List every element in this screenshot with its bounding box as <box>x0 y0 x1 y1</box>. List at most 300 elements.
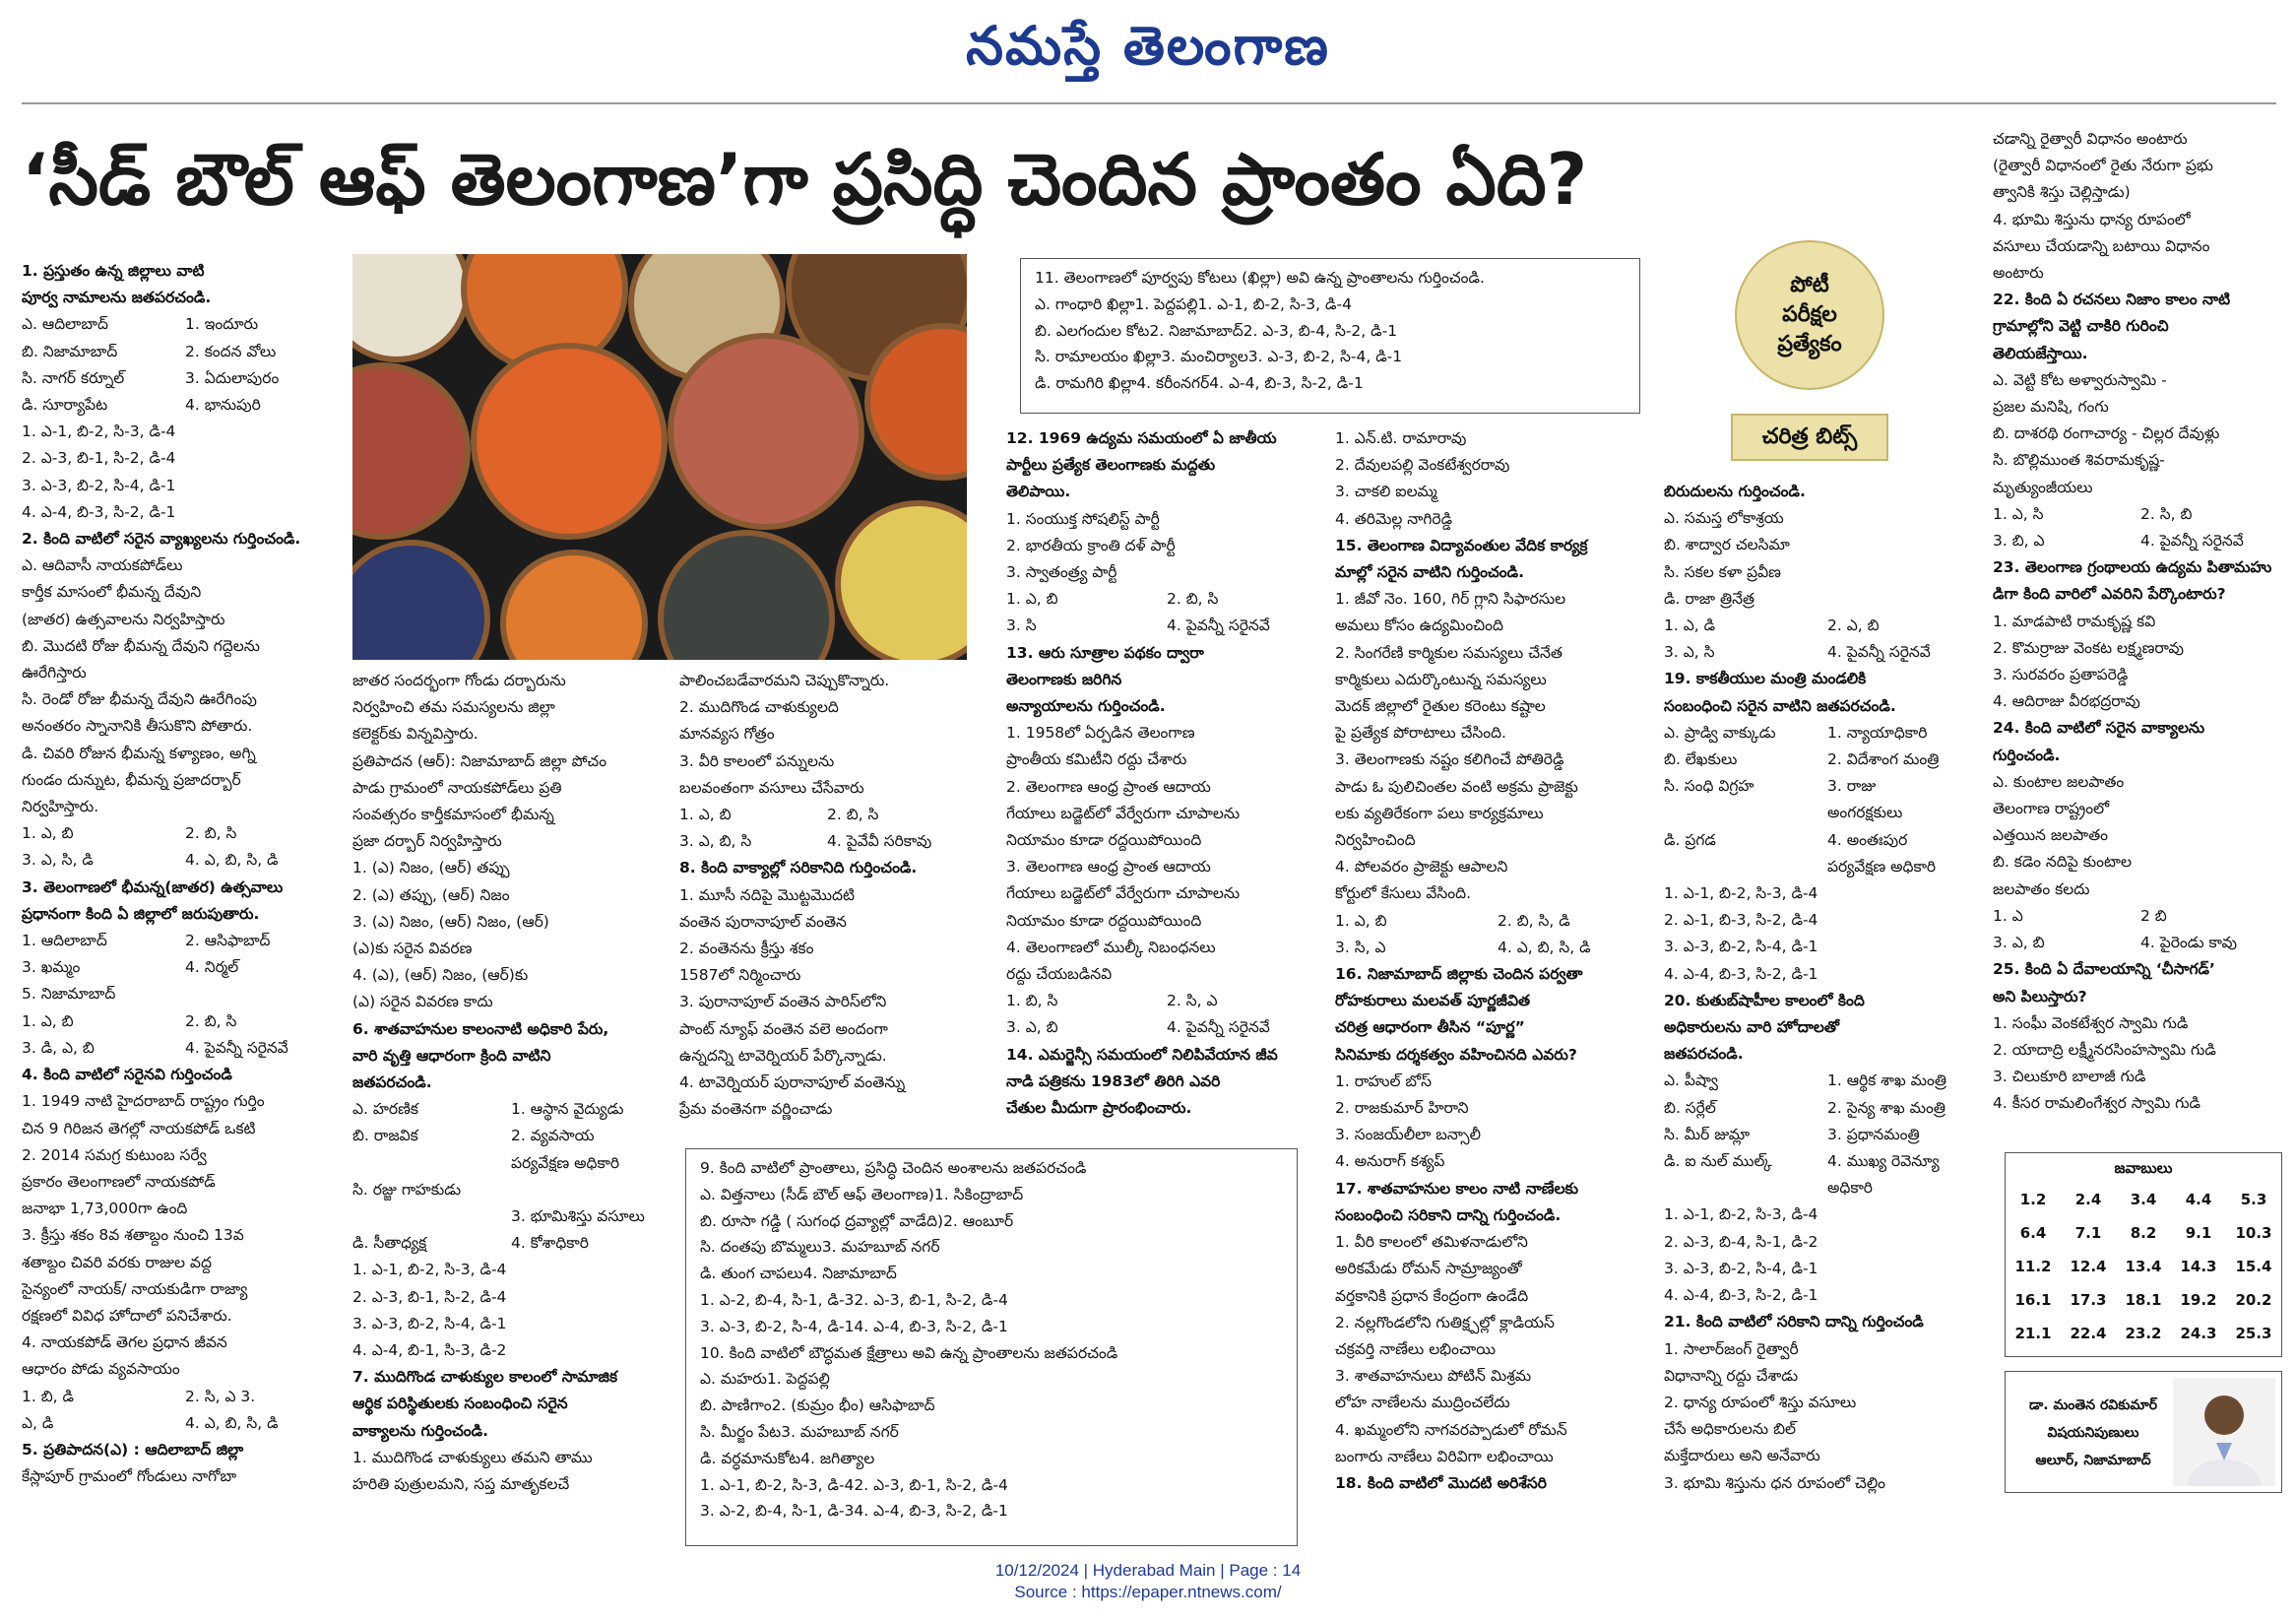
option-cell: 3. డి, ఎ, బి <box>22 1038 95 1057</box>
text-line: 3. ఎ-3, బి-2, సి-4, డి-1 <box>352 1314 507 1332</box>
answers-row <box>2006 1183 2281 1216</box>
question-line: జతపరచండి. <box>352 1073 432 1092</box>
option-cell: డి. రామగిరి ఖిల్లా <box>1035 374 1137 393</box>
author-info <box>2013 1392 2173 1474</box>
option-cell: బి. ఎలగందుల కోట <box>1035 321 1150 340</box>
option-cell: 4. పైవేవీ సరికావు <box>827 832 932 851</box>
question-line: 21. కింది వాటిలో సరికాని దాన్ని గుర్తించండి <box>1664 1313 1924 1331</box>
text-line: త్వానికి శిస్తు చెల్లిస్తాడు) <box>1993 183 2131 202</box>
option-cell: అధికారి <box>1827 1179 1873 1198</box>
text-line: అనంతరం స్నానానికి తీసుకొని పోతారు. <box>22 717 253 736</box>
questions-9-10-box <box>685 1148 1298 1546</box>
text-line: 3. భూమి శిస్తును ధన రూపంలో చెల్లిం <box>1664 1473 1885 1492</box>
option-row <box>22 820 349 847</box>
answer-cell: 6.4 <box>2019 1224 2047 1242</box>
option-row <box>1035 370 1629 397</box>
question-line: 25. కింది ఏ దేవాలయాన్ని ‘చీసాగడ్’ <box>1993 960 2215 979</box>
option-cell: బి. నిజామాబాద్ <box>22 342 118 360</box>
option-row <box>1006 1014 1327 1041</box>
text-line: మృత్యుంజీయలు <box>1993 478 2093 496</box>
text-line: 4. ఖమ్మంలోని నాగవరప్పాడులో రోమన్ <box>1335 1420 1567 1439</box>
text-line: బి. శాద్వార చలసిమా <box>1664 536 1790 554</box>
option-row <box>1035 318 1629 345</box>
text-line: డి. రాజా త్రినేత్ర <box>1664 589 1755 608</box>
option-row <box>1664 773 1991 800</box>
text-line: నిర్వహిస్తారు. <box>22 798 99 816</box>
option-cell: బి. రాజవిక <box>352 1127 418 1145</box>
question-line: 9. కింది వాటిలో ప్రాంతాలు, ప్రసిద్ధి చెందిన అంశాలను జతపరచండి <box>700 1159 1087 1177</box>
question-line: 24. కింది వాటిలో సరైన వాక్యాలను <box>1993 719 2205 738</box>
question-line: గుర్తించండి. <box>1993 746 2061 764</box>
option-cell: 2. విదేశాంగ మంత్రి <box>1827 750 1940 769</box>
option-cell <box>1664 854 1827 880</box>
answer-cell: 13.4 <box>2125 1258 2162 1275</box>
text-line: 3. సురవరం ప్రతాపరెడ్డి <box>1993 666 2129 684</box>
text-line: 1587లో నిర్మించారు <box>679 966 801 985</box>
text-line: వంతెన పురానాపూల్ వంతెన <box>679 912 847 931</box>
option-cell: 1. ఆర్థిక శాఖ మంత్రి <box>1827 1071 1946 1090</box>
option-cell: 4. ఎ-4, బి-3, సి-2, డి-1 <box>854 1317 1008 1335</box>
option-cell: 1. ఎ-1, బి-2, సి-3, డి-4 <box>700 1475 855 1494</box>
text-line: (జాతర) ఉత్సవాలను నిర్వహిస్తారు <box>22 610 225 628</box>
option-cell: 2. (కుమ్రం భీం) ఆసిఫాబాద్ <box>771 1396 935 1415</box>
option-cell: 3. ఎ, సి <box>1664 643 1715 662</box>
option-cell: 2. నిజామాబాద్ <box>1149 321 1244 340</box>
text-line: 1. ఎన్.టి. రామారావు <box>1335 429 1467 447</box>
option-cell: 4. ఎ-4, బి-3, సి-2, డి-1 <box>1209 374 1364 393</box>
text-line: 4. అనురాగ్ కశ్యప్ <box>1335 1152 1445 1171</box>
footer-source: Source : https://epaper.ntnews.com/ <box>1014 1583 1282 1601</box>
option-cell: బి. పాణిగాం <box>700 1396 772 1415</box>
answers-table <box>2006 1183 2281 1350</box>
option-cell: 3. మంచిర్యాల <box>1161 348 1248 366</box>
option-cell: 2. ఆసిఫాబాద్ <box>185 932 271 950</box>
top-divider <box>22 102 2276 104</box>
text-line: సి. రెండో రోజు భీమన్న దేవుని ఊరేగింపు <box>22 690 257 709</box>
text-line: నియామం కూడా రద్దయిపోయింది <box>1006 831 1202 850</box>
answer-cell: 1.2 <box>2019 1191 2047 1208</box>
text-line: అమలు కోసం ఉద్యమించింది <box>1335 616 1503 635</box>
option-row <box>1664 1068 1991 1094</box>
option-cell: 1. ఇందూరు <box>185 315 259 334</box>
text-line: 4. కీసర రామలింగేశ్వర స్వామి గుడి <box>1993 1094 2201 1113</box>
option-cell: పర్యవేక్షణ అధికారి <box>1827 857 1937 876</box>
question-line: ప్రధానంగా కింది ఏ జిల్లాలో జరుపుతారు. <box>22 904 260 923</box>
question-line: 18. కింది వాటిలో మొదటి అరిశేసరి <box>1335 1473 1547 1492</box>
text-line: జాతర సందర్భంగా గోండు దర్బారును <box>352 672 566 689</box>
option-cell: 2. ఎ-3, బి-1, సి-2, డి-4 <box>854 1475 1008 1494</box>
option-row <box>1664 639 1991 666</box>
text-line: 2. ముదిగొండ చాళుక్యులది <box>679 698 839 717</box>
answer-cell: 9.1 <box>2185 1224 2212 1242</box>
text-line: 2. రాజకుమార్ హిరాని <box>1335 1099 1469 1118</box>
option-cell: 2. ఆంబూర్ <box>943 1211 1014 1230</box>
option-cell: 1. ఎ-2, బి-4, సి-1, డి-3 <box>700 1290 855 1309</box>
text-line: 2. నల్లగొండలోని గుతిక్ష్పల్లో క్లాడియస్ <box>1335 1313 1555 1331</box>
question-line: 19. కాకతీయుల మంత్రి మండలికి <box>1664 670 1867 688</box>
option-cell: 4. కరీంనగర్ <box>1136 374 1210 393</box>
option-cell: ఎ. ప్రాడ్వి వాక్కుడు <box>1664 723 1776 742</box>
option-cell: 3. ఎ, సి, డి <box>22 851 94 870</box>
option-row <box>1993 903 2288 930</box>
text-line: 4. తరిమెల్ల నాగిరెడ్డి <box>1335 509 1453 528</box>
option-row <box>352 1150 670 1177</box>
page-footer <box>0 1560 2296 1603</box>
text-line: ప్రేమ వంతెనగా వర్ణించాడు <box>679 1100 833 1119</box>
option-cell: 4. పైవన్నీ సరైనవే <box>2140 532 2244 551</box>
option-row <box>352 1203 670 1230</box>
question-line: 8. కింది వాక్యాల్లో సరికానిది గుర్తించండి. <box>679 859 918 877</box>
text-line: రద్దు చేయబడినవి <box>1006 965 1113 984</box>
question-line: 6. శాతవాహనుల కాలంనాటి అధికారి పేరు, <box>352 1019 609 1038</box>
text-line: 4. తెలంగాణలో ముల్కీ నిబంధనలు <box>1006 938 1216 956</box>
answer-cell: 4.4 <box>2185 1191 2212 1208</box>
column-4 <box>1006 425 1327 1135</box>
badge-line-2: పరీక్షల <box>1782 302 1837 327</box>
option-cell: ఎ. విత్తనాలు (సీడ్ బౌల్ ఆఫ్ తెలంగాణ) <box>700 1185 934 1203</box>
text-line: తెలంగాణ రాష్ట్రంలో <box>1993 800 2110 818</box>
option-cell: 4. ఎ, బి, సి, డి <box>185 851 279 870</box>
question-line: వాక్యాలను గుర్తించండి. <box>352 1421 488 1440</box>
option-cell: 3. ఏదులాపురం <box>185 368 280 387</box>
option-cell: 2. బి, సి <box>827 806 879 824</box>
option-row <box>700 1446 1287 1472</box>
text-line: 2. ఎ-3, బి-1, సి-2, డి-4 <box>352 1287 507 1306</box>
option-row <box>1035 344 1629 370</box>
answers-title: జవాబులు <box>2114 1159 2173 1177</box>
question-line: 5. ప్రతిపాదన(ఎ) : ఆదిలాబాద్ జిల్లా <box>22 1440 244 1459</box>
option-cell: 3. ఎ-3, బి-2, సి-4, డి-1 <box>700 1317 855 1335</box>
option-cell: ఎ. హరణిక <box>352 1100 418 1119</box>
option-row <box>352 1123 670 1149</box>
text-line: లోహ నాణేలను ముద్రించలేదు <box>1335 1394 1510 1412</box>
option-cell <box>1664 800 1827 826</box>
text-line: 2. (ఎ) తప్పు, (ఆర్) నిజం <box>352 885 510 904</box>
text-line: 4. భూమి శిస్తును ధాన్య రూపంలో <box>1993 210 2191 228</box>
option-cell: 3. ఖమ్మం <box>22 958 81 977</box>
option-cell: 2. బి, సి, డి <box>1498 911 1570 930</box>
option-cell: 4. పైవన్నీ సరైనవే <box>1827 643 1931 662</box>
option-cell: 2. సి, ఎ 3. <box>185 1387 256 1405</box>
option-cell <box>1664 1175 1827 1201</box>
question-line: 20. కుతుబ్‌షాహీల కాలంలో కింది <box>1664 991 1865 1009</box>
text-line: చడాన్ని రైత్వారీ విధానం అంటారు <box>1993 130 2188 148</box>
author-photo <box>2173 1378 2275 1486</box>
option-cell: 3. ఎ, బి, సి <box>679 832 752 851</box>
option-cell: 4. కోశాధికారి <box>511 1234 589 1253</box>
option-cell: బి. రూసా గడ్డి ( సుగంధ ద్రవ్యాల్లో వాడేది) <box>700 1211 944 1230</box>
option-cell: సి. సంధి విగ్రహ <box>1664 777 1754 796</box>
option-cell: 2. కందన వోలు <box>185 342 277 360</box>
text-line: 2. కొమర్రాజు వెంకట లక్ష్మణరావు <box>1993 638 2184 657</box>
option-row <box>1664 613 1991 639</box>
question-line: సంబంధించి సరైన వాటిని జతపరచండి. <box>1664 696 1896 715</box>
text-line: వర్తకానికి ప్రధాన కేంద్రంగా ఉండేది <box>1335 1286 1529 1305</box>
text-line: 1. (ఎ) నిజం, (ఆర్) తప్పు <box>352 859 510 877</box>
option-row <box>1035 292 1629 318</box>
option-cell: 1. ఎ, సి <box>1993 504 2044 523</box>
answer-cell: 2.4 <box>2074 1191 2102 1208</box>
text-line: మానవ్యస గోత్రం <box>679 725 775 744</box>
text-line: 2. భారతీయ క్రాంతి దళ్ పార్టీ <box>1006 536 1176 554</box>
question-line: 4. కింది వాటిలో సరైనవి గుర్తించండి <box>22 1066 232 1084</box>
text-line: 3. చిలుకూరి బాలాజీ గుడి <box>1993 1068 2146 1086</box>
text-line: 2. ఎ-3, బి-4, సి-1, డి-2 <box>1664 1232 1818 1251</box>
option-cell: అంగరక్షకులు <box>1827 804 1903 822</box>
text-line: ఆధారం పోడు వ్యవసాయం <box>22 1360 180 1379</box>
text-line: ఎత్తయిన జలపాతం <box>1993 826 2109 845</box>
text-line: హరితి పుత్రులమని, సప్త మాతృకలచే <box>352 1475 570 1494</box>
question-line: అని పిలుస్తారు? <box>1993 987 2087 1006</box>
question-line: అన్యాయాలను గుర్తించండి. <box>1006 697 1166 716</box>
text-line: 1. ఎ-1, బి-2, సి-3, డి-4 <box>1664 884 1818 903</box>
option-cell: 4. ఎ, బి, సి, డి <box>1498 938 1591 956</box>
text-line: కార్మికులు ఎదుర్కొంటున్న సమస్యలు <box>1335 670 1547 688</box>
text-line: 3. సంజయ్‌లీలా బన్సాలీ <box>1335 1126 1481 1144</box>
option-cell: 2. బి, సి <box>185 1011 237 1030</box>
answers-box <box>2005 1152 2282 1357</box>
column-2 <box>352 668 670 1534</box>
badge-ribbon: చరిత్ర బిట్స్ <box>1731 414 1888 461</box>
text-line: 2. సింగరేణి కార్మికుల సమస్యలు చేనేత <box>1335 643 1563 662</box>
question-line: 3. తెలంగాణలో భీమన్న(జాతర) ఉత్సవాలు <box>22 877 284 896</box>
question-line: 10. కింది వాటిలో బౌద్ధమత క్షేత్రాలు అవి ఉన్న ప్రాంతాలను జతపరచండి <box>700 1343 1118 1362</box>
answer-cell: 20.2 <box>2235 1291 2272 1309</box>
option-cell: 4. ఎ, బి, సి, డి <box>185 1413 279 1432</box>
text-line: 3. క్రీస్తు శకం 8వ శతాబ్దం నుంచి 13వ <box>22 1226 244 1245</box>
text-line: 1. సంయుక్త సోషలిస్ట్ పార్టీ <box>1006 509 1160 528</box>
text-line: 3. స్వాతంత్ర్య పార్టీ <box>1006 563 1117 582</box>
option-cell: 1. ఎ-1, బి-2, సి-3, డి-4 <box>1197 294 1352 313</box>
option-cell <box>352 1150 511 1177</box>
option-row <box>22 365 349 392</box>
option-cell: 4. ఎ-4, బి-3, సి-2, డి-1 <box>854 1502 1008 1521</box>
text-line: 1. రాహుల్ బోస్ <box>1335 1071 1433 1090</box>
question-line: 12. 1969 ఉద్యమ సమయంలో ఏ జాతీయ <box>1006 429 1277 447</box>
option-cell: 2. సి, బి <box>2140 504 2193 523</box>
text-line: 3. ఎ-3, బి-2, సి-4, డి-1 <box>1664 1259 1818 1277</box>
option-cell: 3. సి <box>1006 616 1037 635</box>
answer-cell: 24.3 <box>2180 1325 2217 1342</box>
option-cell: 1. న్యాయాధికారి <box>1827 723 1928 742</box>
option-cell: 2. వ్యవసాయ <box>511 1127 595 1145</box>
text-line: 4. ఎ-4, బి-3, సి-2, డి-1 <box>22 502 176 521</box>
answer-cell: 17.3 <box>2070 1291 2107 1309</box>
text-line: 2. తెలంగాణ ఆంధ్ర ప్రాంత ఆదాయ <box>1006 777 1211 796</box>
answer-cell: 25.3 <box>2235 1325 2272 1342</box>
option-cell: 2. బి, సి <box>185 824 237 843</box>
answer-cell: 16.1 <box>2014 1291 2052 1309</box>
column-5 <box>1335 425 1660 1538</box>
option-cell: 1. ఆదిలాబాద్ <box>22 932 107 950</box>
option-cell: 4. నిర్మల్ <box>185 958 239 977</box>
text-line: పాంట్ న్యూఫ్ వంతెన వలె అందంగా <box>679 1019 888 1038</box>
answer-cell: 15.4 <box>2235 1258 2272 1275</box>
option-cell: 3. బి, ఎ <box>1993 532 2045 551</box>
option-row <box>700 1498 1287 1525</box>
option-cell: 4. పైవన్నీ సరైనవే <box>185 1038 288 1057</box>
option-cell: 1. బి, డి <box>22 1387 74 1405</box>
option-row <box>22 954 349 981</box>
option-cell: 2. బి, సి <box>1167 590 1219 609</box>
option-cell: 2 బి <box>2140 906 2167 925</box>
text-line: చేసే అధికారులను బిల్ <box>1664 1420 1797 1439</box>
option-row <box>700 1234 1287 1261</box>
option-row <box>700 1287 1287 1314</box>
text-line: 1. వీరి కాలంలో తమిళనాడులోని <box>1335 1233 1528 1252</box>
option-cell: డి. ఐ నుల్ ముల్క్ <box>1664 1152 1772 1171</box>
option-cell: 2. సైన్య శాఖ మంత్రి <box>1827 1098 1946 1117</box>
option-cell: 3. ప్రధానమంత్రి <box>1827 1125 1920 1143</box>
text-line: 3. ఎ-3, బి-2, సి-4, డి-1 <box>22 476 176 494</box>
option-cell: 4. అంతఃపుర <box>1827 830 1908 849</box>
text-line: 3. (ఎ) నిజం, (ఆర్) నిజం, (ఆర్) <box>352 912 549 931</box>
question-line: వారి వృత్తి ఆధారంగా క్రింది వాటిని <box>352 1046 551 1065</box>
option-row <box>1993 528 2288 554</box>
option-cell: 2. ఎ-3, బి-4, సి-2, డి-1 <box>1243 321 1398 340</box>
question-line: ఆర్థిక పరిస్థితులకు సంబంధించి సరైన <box>352 1395 568 1413</box>
option-row <box>1006 613 1327 639</box>
option-cell: 4. జగిత్యాల <box>800 1449 875 1467</box>
question-line: చరిత్ర ఆధారంగా తీసిన “పూర్ణ” <box>1335 1018 1525 1037</box>
text-line: పాలించబడేవారమని చెప్పుకొన్నారు. <box>679 672 890 689</box>
option-row <box>700 1208 1287 1235</box>
text-line: 1. ఎ-1, బి-2, సి-3, డి-4 <box>1664 1205 1818 1224</box>
answer-cell: 23.2 <box>2125 1325 2162 1342</box>
text-line: ఎ. ఆదివాసీ నాయకపోడ్‌లు <box>22 556 183 575</box>
question-line: సినిమాకు దర్శకత్వం వహించినది ఎవరు? <box>1335 1045 1577 1064</box>
answers-row <box>2006 1216 2281 1250</box>
question-line: బిరుదులను గుర్తించండి. <box>1664 483 1806 500</box>
question-line: 16. నిజామాబాద్ జిల్లాకు చెందిన పర్వతా <box>1335 965 1583 984</box>
answer-cell: 21.1 <box>2014 1325 2052 1342</box>
text-line: కోర్టులో కేసులు వేసింది. <box>1335 884 1472 903</box>
text-line: సి. రజ్జు గాహకుడు <box>352 1180 462 1199</box>
text-line: 4. ఎ-4, బి-3, సి-2, డి-1 <box>1664 964 1818 983</box>
question-line: రోహకురాలు మలవత్ పూర్ణజీవిత <box>1335 992 1531 1010</box>
option-row <box>1006 586 1327 613</box>
badge-circle <box>1735 240 1884 390</box>
text-line: (రైత్వారీ విధానంలో రైతు నేరుగా ప్రభు <box>1993 157 2213 175</box>
option-row <box>700 1366 1287 1393</box>
question-line: 23. తెలంగాణ గ్రంథాలయ ఉద్యమ పితామహు <box>1993 558 2272 577</box>
option-row <box>22 1035 349 1062</box>
column-1 <box>22 258 349 1538</box>
option-cell: సి. మీర్జం పేట <box>700 1422 782 1441</box>
option-cell: 1. ఎ, బి <box>1006 590 1058 609</box>
text-line: శతాబ్దం చివరి వరకు రాజుల వద్ద <box>22 1253 212 1271</box>
question-line: గ్రామాల్లోని వెట్టి చాకిరి గురించి <box>1993 317 2169 336</box>
text-line: 1. జీవో నెం. 160, గిర్ గ్లాని సిఫారసుల <box>1335 590 1566 609</box>
option-cell: 1. ఎ, బి <box>22 824 74 843</box>
text-line: నియామం కూడా రద్దయిపోయింది <box>1006 911 1202 930</box>
option-cell: 3. మహబూబ్ నగర్ <box>781 1422 899 1441</box>
text-line: మక్తేదారులు అని అనేవారు <box>1664 1447 1820 1465</box>
option-row <box>1335 935 1660 961</box>
option-row <box>22 392 349 419</box>
text-line: 2. వంతెనను క్రీస్తు శకం <box>679 940 814 958</box>
text-line: 4. పోలవరం ప్రాజెక్టు ఆపాలని <box>1335 858 1508 876</box>
option-row <box>1664 1148 1991 1175</box>
question-line: 7. ముదిగొండ చాళుక్యుల కాలంలో సామాజిక <box>352 1368 618 1387</box>
text-line: ఎ. సమస్త లోకాశ్రయ <box>1664 509 1784 528</box>
question-line: మాల్లో సరైన వాటిని గుర్తించండి. <box>1335 563 1525 582</box>
option-row <box>22 339 349 365</box>
option-row <box>22 1410 349 1437</box>
option-cell: ఎ. గాంధారి ఖిల్లా <box>1035 294 1135 313</box>
answers-row <box>2006 1283 2281 1317</box>
option-cell: 2. ఎ-3, బి-1, సి-2, డి-4 <box>854 1290 1008 1309</box>
question-line: 11. తెలంగాణలో పూర్వపు కోటలు (ఖిల్లా) అవి ఉన్న ప్రాంతాలను గుర్తించండి. <box>1035 269 1485 287</box>
option-row <box>1664 1175 1991 1201</box>
option-cell: ఎ. ఆదిలాబాద్ <box>22 315 108 334</box>
text-line: సంవత్సరం కార్తీకమాసంలో భీమన్న <box>352 806 554 824</box>
special-badge <box>1731 240 1888 461</box>
newspaper-logo: నమస్తే తెలంగాణ <box>966 14 1330 77</box>
option-row <box>22 928 349 954</box>
option-row <box>1664 827 1991 854</box>
text-line: గేయాలు బడ్జెట్‌లో వేర్వేరుగా చూపాలను <box>1006 884 1241 903</box>
text-line: 3. వీరి కాలంలో పన్నులను <box>679 751 835 770</box>
option-cell: 1. పెద్దపల్లి <box>1134 294 1198 313</box>
option-row <box>22 847 349 874</box>
answer-cell: 14.3 <box>2180 1258 2217 1275</box>
option-cell: 2. సి, ఎ <box>1167 992 1218 1010</box>
option-cell: 4. ముఖ్య రెవెన్యూ <box>1827 1152 1940 1171</box>
column-7 <box>1993 126 2288 1150</box>
text-line: కలెక్టర్‌కు విన్నవిస్తారు. <box>352 725 478 744</box>
text-line: 1. ఎ-1, బి-2, సి-3, డి-4 <box>352 1261 507 1279</box>
option-cell: 4. పైరెండు కావు <box>2140 934 2237 952</box>
column-6 <box>1664 479 1991 1538</box>
option-row <box>352 1230 670 1257</box>
question-11-box <box>1020 258 1640 414</box>
option-row <box>1335 908 1660 935</box>
option-row <box>700 1261 1287 1287</box>
text-line: 4. ఎ-4, బి-3, సి-2, డి-1 <box>1664 1286 1818 1305</box>
text-line: 3. శాతవాహనులు పోటిన్ మిశ్రమ <box>1335 1367 1532 1386</box>
answer-cell: 22.4 <box>2070 1325 2107 1342</box>
text-line: బి. మొదటి రోజు భీమన్న దేవుని గద్దెలను <box>22 636 260 655</box>
text-line: 1. సాలార్‌జంగ్ రైత్వారీ <box>1664 1339 1799 1358</box>
option-cell: 1. బి, సి <box>1006 992 1058 1010</box>
answer-cell: 5.3 <box>2240 1191 2267 1208</box>
question-line: పార్టీలు ప్రత్యేక తెలంగాణకు మద్దతు <box>1006 456 1216 475</box>
text-line: 1. ఎ-1, బి-2, సి-3, డి-4 <box>22 422 176 441</box>
option-row <box>679 802 975 828</box>
option-cell: 1. ఎ, బి <box>679 806 732 824</box>
text-line: విధానాన్ని రద్దు చేశాడు <box>1664 1366 1799 1385</box>
option-row <box>1664 1095 1991 1122</box>
text-line: 3. తెలంగాణకు నష్టం కలిగించే పోతిరెడ్డి <box>1335 750 1564 769</box>
text-line: లకు వ్యతిరేకంగా పలు కార్యక్రమాలు <box>1335 804 1544 822</box>
text-line: 4. నాయకపోడ్ తెగల ప్రధాన జీవన <box>22 1333 227 1352</box>
question-line: జతపరచండి. <box>1664 1045 1744 1064</box>
option-cell: డి. ప్రగడ <box>1664 830 1716 849</box>
option-row <box>679 828 975 855</box>
text-line: 4. (ఎ), (ఆర్) నిజం, (ఆర్)కు <box>352 966 529 985</box>
text-line: అంటారు <box>1993 264 2044 283</box>
text-line: చిన 9 గిరిజన తెగల్లో నాయకపోడ్ ఒకటి <box>22 1119 256 1137</box>
question-line: తెలిపాయి. <box>1006 483 1071 501</box>
text-line: ఎ. కుంటాల జలపాతం <box>1993 772 2125 791</box>
text-line: ప్రతిపాదన (ఆర్): నిజామాబాద్ జిల్లా పోచం <box>352 751 607 770</box>
text-line: 5. నిజామాబాద్ <box>22 985 116 1004</box>
answer-cell: 10.3 <box>2235 1224 2272 1242</box>
option-row <box>352 1096 670 1123</box>
text-line: 4. ఎ-4, బి-1, సి-3, డి-2 <box>352 1341 507 1360</box>
text-line: ప్రాంతీయ కమిటీని రద్దు చేశారు <box>1006 750 1187 769</box>
